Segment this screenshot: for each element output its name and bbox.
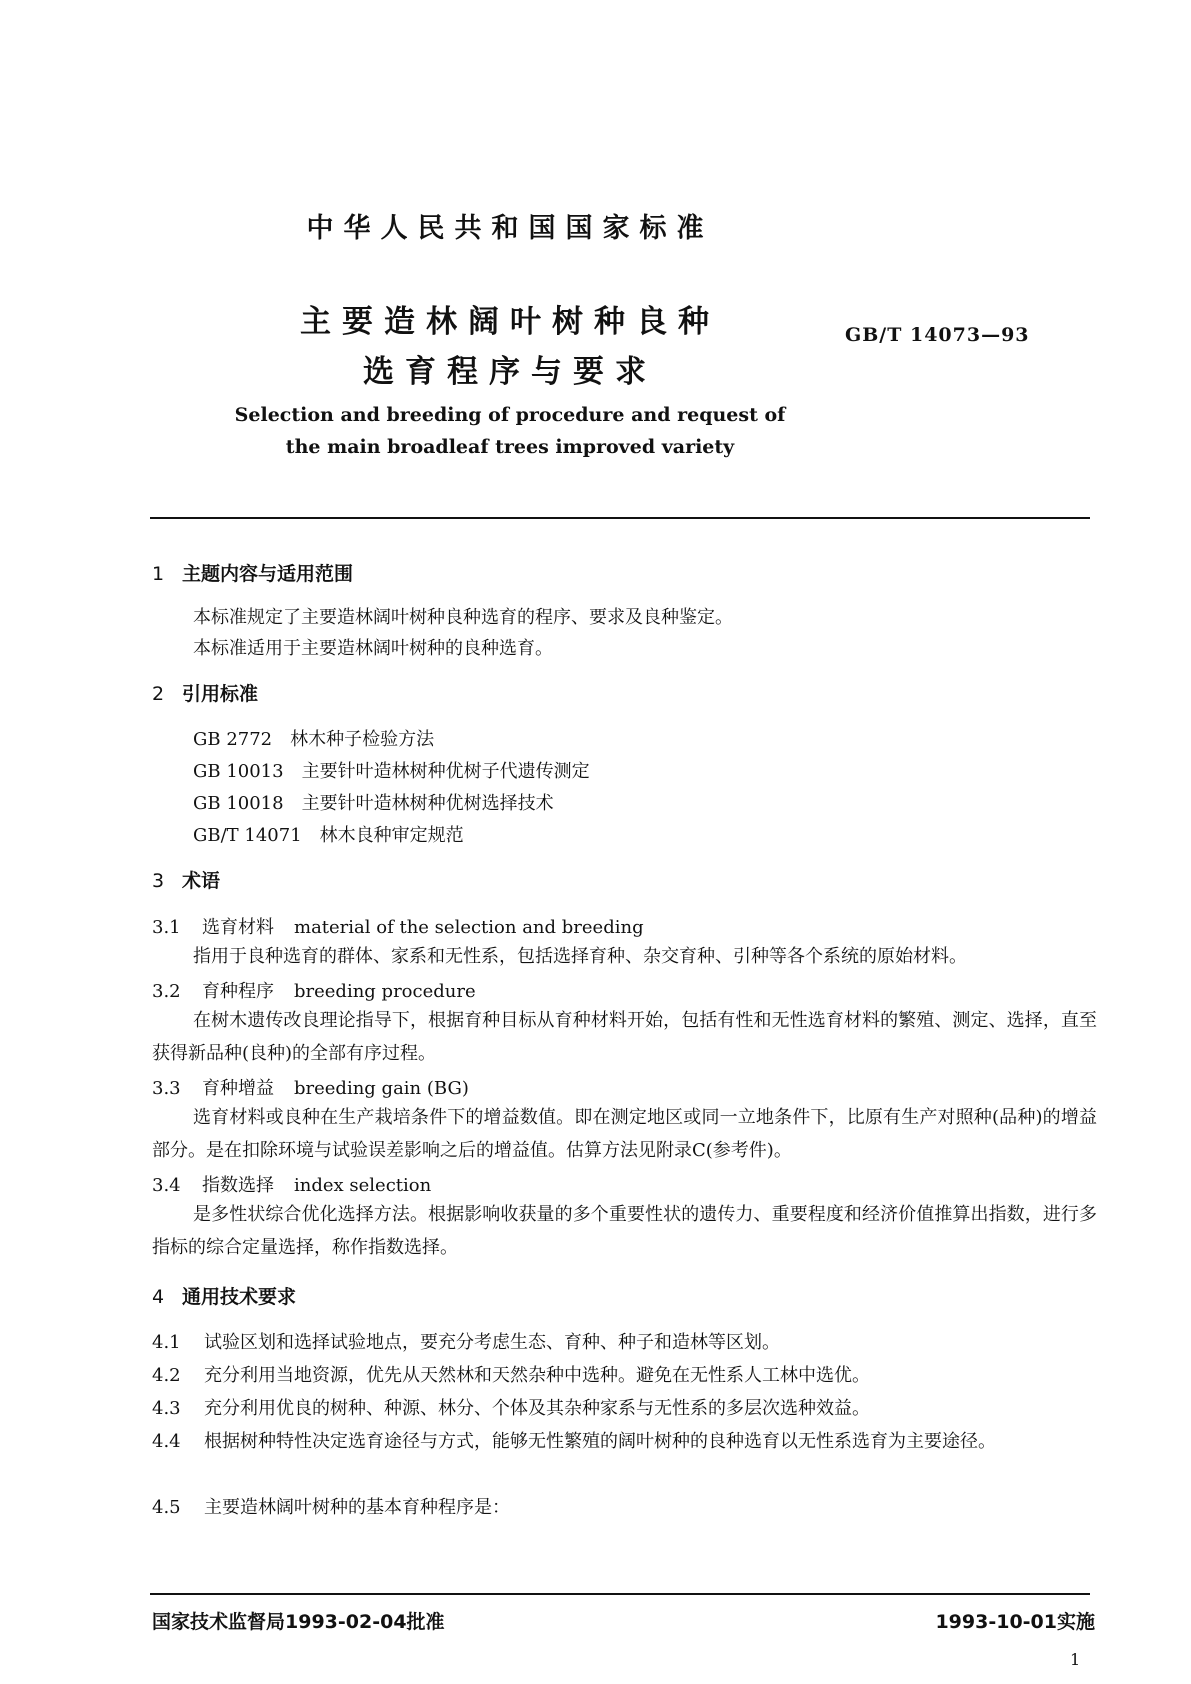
- section-number: 2: [152, 683, 165, 705]
- section-title: 主题内容与适用范围: [182, 563, 354, 585]
- en-title-line-2: the main broadleaf trees improved variety: [285, 436, 735, 458]
- standard-number: GB/T 14073—93: [845, 324, 1030, 346]
- section-number: 3: [152, 870, 165, 892]
- reference-item: [193, 757, 590, 783]
- en-title-line-1: Selection and breeding of procedure and request of: [234, 404, 786, 426]
- section-1-heading: [152, 559, 353, 586]
- section-title: 引用标准: [182, 683, 259, 705]
- requirement-number: 4.4: [152, 1431, 181, 1452]
- requirement-4-1: [152, 1326, 1097, 1359]
- term-number: 3.2: [152, 981, 181, 1002]
- cn-title-line-2: 选育程序与要求: [363, 354, 657, 390]
- term-3-2: [152, 977, 476, 1003]
- approval-line: 国家技术监督局1993-02-04批准: [152, 1611, 445, 1633]
- reference-name: 主要针叶造林树种优树子代遗传测定: [301, 761, 590, 782]
- requirement-number: 4.5: [152, 1497, 181, 1518]
- requirement-number: 4.3: [152, 1398, 181, 1419]
- term-cn: 育种增益: [202, 1078, 274, 1099]
- requirement-4-4: [152, 1425, 1097, 1458]
- footer-divider: [150, 1593, 1090, 1595]
- requirement-4-2: [152, 1359, 1097, 1392]
- requirement-4-3: [152, 1392, 1097, 1425]
- reference-code: GB 2772: [193, 729, 273, 750]
- reference-name: 主要针叶造林树种优树选择技术: [301, 793, 554, 814]
- section-number: 1: [152, 563, 165, 585]
- section-4-heading: [152, 1282, 296, 1309]
- header-divider: [150, 517, 1090, 519]
- reference-name: 林木良种审定规范: [319, 825, 464, 846]
- requirement-4-5: [152, 1491, 1097, 1524]
- reference-item: [193, 789, 554, 815]
- term-cn: 育种程序: [202, 981, 274, 1002]
- term-3-1-definition: 指用于良种选育的群体、家系和无性系，包括选择育种、杂交育种、引种等各个系统的原始材料。: [193, 946, 967, 967]
- requirement-number: 4.1: [152, 1332, 181, 1353]
- term-en: index selection: [294, 1175, 432, 1196]
- term-3-3-definition: 选育材料或良种在生产栽培条件下的增益数值。即在测定地区或同一立地条件下，比原有生产对照种(品种)的增益部分。是在扣除环境与试验误差影响之后的增益值。估算方法见附录C(参考件)。: [152, 1107, 1097, 1161]
- term-en: breeding gain (BG): [294, 1078, 469, 1099]
- term-cn: 选育材料: [202, 917, 274, 938]
- cn-title-line-1: 主要造林阔叶树种良种: [300, 304, 720, 340]
- term-3-1: [152, 913, 644, 939]
- term-3-4: [152, 1171, 431, 1197]
- requirement-number: 4.2: [152, 1365, 181, 1386]
- requirement-text: 充分利用当地资源，优先从天然林和天然杂种中选种。避免在无性系人工林中选优。: [204, 1365, 870, 1386]
- reference-item: [193, 821, 464, 847]
- requirement-text: 主要造林阔叶树种的基本育种程序是：: [204, 1497, 510, 1518]
- requirement-text: 根据树种特性决定选育途径与方式，能够无性繁殖的阔叶树种的良种选育以无性系选育为主要途径。: [204, 1431, 996, 1452]
- reference-item: [193, 725, 434, 751]
- document-header: 中华人民共和国国家标准: [306, 213, 714, 244]
- section-1-para-1: 本标准规定了主要造林阔叶树种良种选育的程序、要求及良种鉴定。: [193, 607, 733, 628]
- term-en: material of the selection and breeding: [294, 917, 644, 938]
- term-cn: 指数选择: [202, 1175, 274, 1196]
- term-3-4-definition: 是多性状综合优化选择方法。根据影响收获量的多个重要性状的遗传力、重要程度和经济价值推算出指数，进行多指标的综合定量选择，称作指数选择。: [152, 1204, 1097, 1258]
- term-3-2-definition: 在树木遗传改良理论指导下，根据育种目标从育种材料开始，包括有性和无性选育材料的繁殖、测定、选择，直至获得新品种(良种)的全部有序过程。: [152, 1010, 1097, 1064]
- effective-date: 1993-10-01实施: [935, 1611, 1095, 1633]
- section-3-heading: [152, 866, 220, 893]
- section-2-heading: [152, 679, 258, 706]
- term-en: breeding procedure: [294, 981, 476, 1002]
- term-3-3: [152, 1074, 469, 1100]
- term-number: 3.4: [152, 1175, 181, 1196]
- requirement-text: 充分利用优良的树种、种源、林分、个体及其杂种家系与无性系的多层次选种效益。: [204, 1398, 870, 1419]
- term-number: 3.3: [152, 1078, 181, 1099]
- reference-name: 林木种子检验方法: [290, 729, 435, 750]
- section-1-para-2: 本标准适用于主要造林阔叶树种的良种选育。: [193, 638, 553, 659]
- reference-code: GB 10013: [193, 761, 284, 782]
- section-number: 4: [152, 1286, 165, 1308]
- section-title: 术语: [182, 870, 221, 892]
- reference-code: GB/T 14071: [193, 825, 302, 846]
- page-number: 1: [1070, 1650, 1081, 1669]
- requirement-text: 试验区划和选择试验地点，要充分考虑生态、育种、种子和造林等区划。: [204, 1332, 780, 1353]
- term-number: 3.1: [152, 917, 181, 938]
- reference-code: GB 10018: [193, 793, 284, 814]
- section-title: 通用技术要求: [182, 1286, 297, 1308]
